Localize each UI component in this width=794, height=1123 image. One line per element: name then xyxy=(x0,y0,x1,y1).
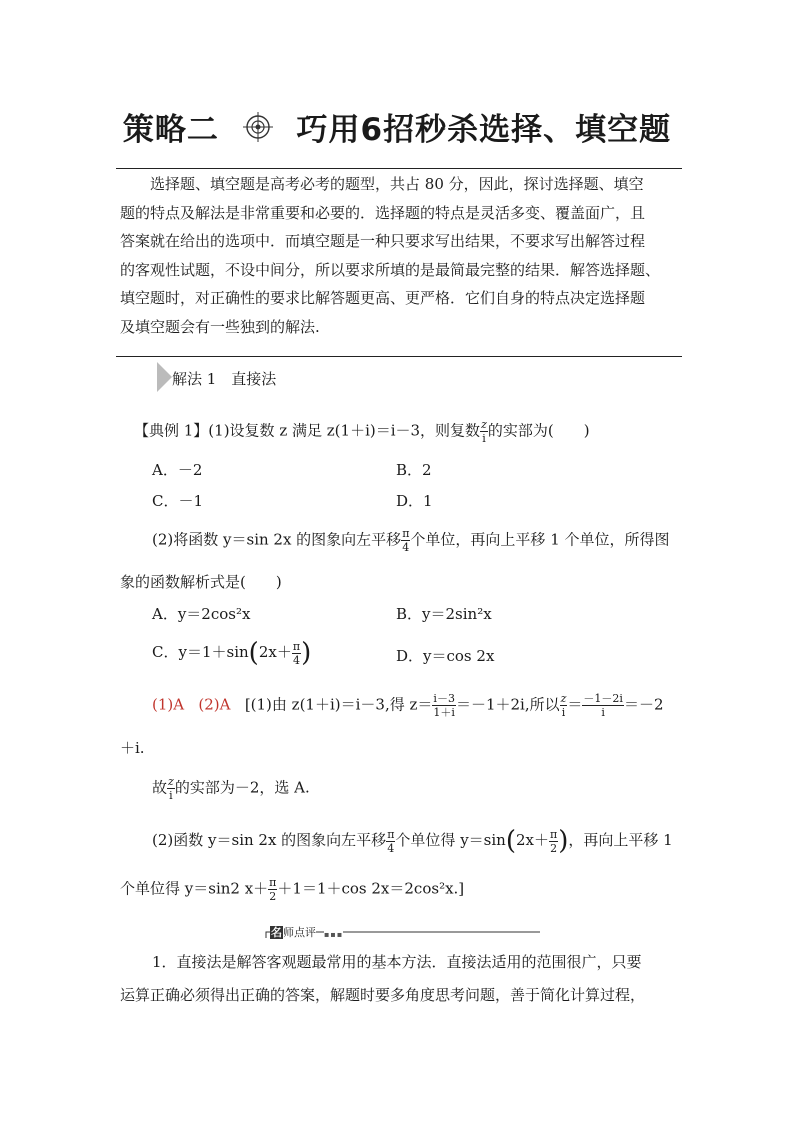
fraction-denominator: i xyxy=(601,706,605,719)
fraction-denominator: i xyxy=(482,432,486,445)
q1-option-d: D．1 xyxy=(396,492,433,510)
answer-text: ＝－1＋2i,所以 xyxy=(455,695,560,714)
fraction-denominator: 2 xyxy=(550,841,558,855)
page-title xyxy=(0,104,794,149)
fraction-denominator: i xyxy=(561,706,566,719)
q2-option-a: A．y＝2cos²x xyxy=(152,605,251,623)
fraction-numerator: z xyxy=(168,775,174,788)
answer-line2 xyxy=(152,775,310,802)
intro-divider xyxy=(116,356,682,357)
answer-text: 2x＋ xyxy=(515,831,549,849)
answer-text: ，再向上平移 1 xyxy=(568,831,673,849)
fraction-denominator: 4 xyxy=(387,841,395,855)
q1-prefix: 【典例 1】(1)设复数 z 满足 z(1＋i)＝i－3，则复数 xyxy=(134,421,481,440)
q2-text: (2)将函数 y＝sin 2x 的图象向左平移 xyxy=(152,530,402,549)
intro-line: 的客观性试题，不设中间分，所以要求所填的是最简最完整的结果．解答选择题、 xyxy=(120,260,661,279)
fraction-numerator: π xyxy=(269,876,277,889)
answer-1: (1)A xyxy=(152,695,185,714)
arrow-marker-icon xyxy=(157,362,172,392)
fraction-numerator: π xyxy=(292,639,301,653)
fraction-numerator: π xyxy=(387,827,395,841)
answer-fraction-4 xyxy=(167,775,175,802)
example1-q2-line2: 象的函数解析式是( ) xyxy=(120,573,282,591)
teacher-review-header xyxy=(262,924,542,940)
intro-paragraph xyxy=(120,170,680,341)
option-c-inner: 2x＋ xyxy=(258,643,292,661)
q2-option-c: C．y＝1＋sin(2x＋ $\frac{\pi}{4}$ ) xyxy=(152,638,312,668)
answer-text: (2)函数 y＝sin 2x 的图象向左平移 xyxy=(152,831,387,849)
top-divider xyxy=(116,168,682,169)
intro-line: 答案就在给出的选项中．而填空题是一种只要求写出结果，不要求写出解答过程 xyxy=(120,232,646,250)
q1-fraction xyxy=(480,418,488,445)
fraction-denominator: 4 xyxy=(292,653,300,667)
answer-text: 个单位得 y＝sin2 x＋ xyxy=(120,879,269,898)
example1-q2-line1 xyxy=(152,527,670,554)
option-c-fraction xyxy=(292,640,301,667)
fraction-numerator: z xyxy=(560,692,567,705)
answer-line1-cont: ＋i. xyxy=(120,739,145,757)
crosshair-icon xyxy=(243,112,273,142)
q2-option-d: D．y＝cos 2x xyxy=(396,647,495,665)
method-label: 解法 1 直接法 xyxy=(172,370,277,388)
answer-text: [(1)由 z(1＋i)＝i－3,得 z＝ xyxy=(244,695,433,714)
answer-fraction-6 xyxy=(549,828,558,855)
review-line: 运算正确必须得出正确的答案，解题时要多角度思考问题，善于简化计算过程， xyxy=(120,986,646,1004)
q1-suffix: 的实部为( ) xyxy=(487,421,590,440)
fraction-denominator: 4 xyxy=(402,541,410,554)
q2-text-suffix: 个单位，再向上平移 1 个单位，所得图 xyxy=(410,530,670,549)
review-line: 1．直接法是解答客观题最常用的基本方法．直接法适用的范围很广，只要 xyxy=(152,953,642,971)
review-label-rest: 师点评 xyxy=(283,926,316,939)
q1-option-a: A．－2 xyxy=(152,461,203,479)
review-label-dark: 名 xyxy=(271,926,282,939)
answer-line4 xyxy=(120,876,464,903)
fraction-numerator: π xyxy=(550,827,558,841)
answer-text: 个单位得 y＝sin xyxy=(395,831,506,849)
q1-option-b: B．2 xyxy=(396,461,432,479)
title-left: 策略二 xyxy=(122,112,219,148)
answer-text: ＝－2 xyxy=(623,695,664,714)
fraction-denominator: i xyxy=(169,789,173,802)
fraction-numerator: z xyxy=(481,418,487,431)
intro-line: 题的特点及解法是非常重要和必要的．选择题的特点是灵活多变、覆盖面广，且 xyxy=(120,203,646,222)
intro-line: 及填空题会有一些独到的解法. xyxy=(120,317,320,336)
title-right: 巧用6招秒杀选择、填空题 xyxy=(296,112,672,148)
answer-line3: (2)函数 y＝sin 2x 的图象向左平移 $\frac{\pi}{4}$ 个单位得 y＝sin(2x＋ $\frac{\pi}{2}$ )，再向上平移 1 xyxy=(152,826,673,856)
answer-line1 xyxy=(152,692,663,719)
intro-line: 选择题、填空题是高考必考的题型，共占 80 分，因此，探讨选择题、填空 xyxy=(150,175,644,193)
fraction-numerator: π xyxy=(402,527,410,540)
fraction-numerator: i－3 xyxy=(433,692,455,705)
answer-text: ＝ xyxy=(567,695,583,714)
answer-text: ＋1＝1＋cos 2x＝2cos²x.] xyxy=(277,879,465,898)
q1-option-c: C．－1 xyxy=(152,492,204,510)
example1-q1 xyxy=(134,418,590,445)
fraction-numerator: －1－2i xyxy=(583,692,623,705)
answer-2: (2)A xyxy=(198,695,231,714)
review-label xyxy=(270,924,316,940)
answer-fraction-3 xyxy=(582,692,624,719)
intro-line: 填空题时，对正确性的要求比解答题更高、更严格．它们自身的特点决定选择题 xyxy=(120,289,646,307)
option-c-text: C．y＝1＋sin xyxy=(152,643,249,661)
fraction-denominator: 2 xyxy=(269,890,277,903)
q2-option-b: B．y＝2sin²x xyxy=(396,605,492,623)
answer-text: 的实部为－2，选 A. xyxy=(174,778,310,797)
fraction-denominator: 1＋i xyxy=(433,706,455,719)
answer-fraction-1 xyxy=(432,692,456,719)
answer-text: 故 xyxy=(152,778,168,797)
review-dots: ▪▪▪ xyxy=(324,930,344,939)
